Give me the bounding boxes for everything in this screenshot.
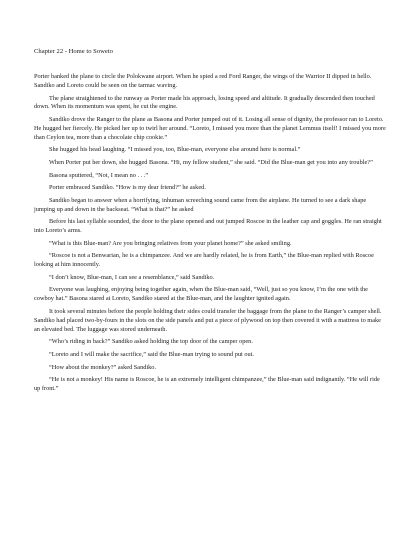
- paragraph: Sandiko began to answer when a horrifying, inhuman screeching sound came from the airplane. He turned to see a dark shape jumping up and down in the backseat. “What is that?” he asked: [34, 196, 367, 213]
- paragraph: It took several minutes before the people holding their sides could transfer the baggage from the plane to the Ranger’s camper shell. Sandiko had placed two-by-fours in the slots on the side panels and put a piece of plywood on top then covered it with a mattress to make an elevated bed. The luggage was stored underneath.: [34, 307, 382, 333]
- paragraph: The plane straightened to the runway as Porter made his approach, losing speed and altitude. It gradually descended then touched down. When its momentum was spent, he cut the engine.: [34, 94, 375, 111]
- body-text: [34, 73, 387, 394]
- paragraph: “Who’s riding in back?” Sandiko asked holding the top door of the camper open.: [49, 338, 253, 346]
- paragraph: “How about the monkey?” asked Sandiko.: [49, 363, 157, 371]
- paragraph: Basona sputtered, “Not, I mean no . . .”: [49, 171, 149, 179]
- paragraph: Everyone was laughing, enjoying being together again, when the Blue-man said, “Well, just so you know, I’m the one with the cowboy hat.” Basona stared at Loreto, Sandiko stared at the Blue-man, and the laughter ignited again.: [34, 286, 368, 303]
- paragraph: She hugged his head laughing. “I missed you, too, Blue-man, everyone else around here is normal.”: [49, 146, 301, 154]
- paragraph: Sandiko drove the Ranger to the plane as Basona and Porter jumped out of it. Losing all sense of dignity, the professor ran to Loreto. He hugged her fiercely. He picked her up to twirl her around. “Loreto, I missed you more than the planet Lemmus itself! I missed you more than Ceylon tea, more than a chocolate chip cookie.”: [34, 116, 386, 141]
- paragraph: “I don’t know, Blue-man, I can see a resemblance,” said Sandiko.: [49, 273, 215, 281]
- paragraph: “Loreto and I will make the sacrifice,” said the Blue-man trying to sound put out.: [49, 350, 254, 358]
- chapter-title: Chapter 22 - Home to Soweto: [34, 48, 113, 55]
- paragraph: “Roscoe is not a Benwarian, he is a chimpanzee. And we are hardly related, he is from Earth,” the Blue-man replied with Roscoe looking at him innocently.: [34, 252, 374, 269]
- paragraph: When Porter put her down, she hugged Basona. “Hi, my fellow student,” she said. “Did the Blue-man get you into any trouble?”: [49, 159, 373, 166]
- paragraph: Porter embraced Sandiko. “How is my dear friend?” he asked.: [49, 184, 206, 192]
- paragraph: “What is this Blue-man? Are you bringing relatives from your planet home?” she asked smiling.: [49, 239, 292, 247]
- paragraph: Porter banked the plane to circle the Polokwane airport. When he spied a red Ford Ranger, the wings of the Warrior II dipped in hello. Sandiko and Loreto could be seen on the tarmac waving.: [34, 73, 372, 89]
- paragraph: “He is not a monkey! His name is Roscoe, he is an extremely intelligent chimpanzee,” the Blue-man said indignantly. “He will ride up front.”: [34, 376, 380, 393]
- paragraph: Before his last syllable sounded, the door to the plane opened and out jumped Roscoe in the leather cap and goggles. He ran straight into Loreto’s arms.: [34, 218, 382, 235]
